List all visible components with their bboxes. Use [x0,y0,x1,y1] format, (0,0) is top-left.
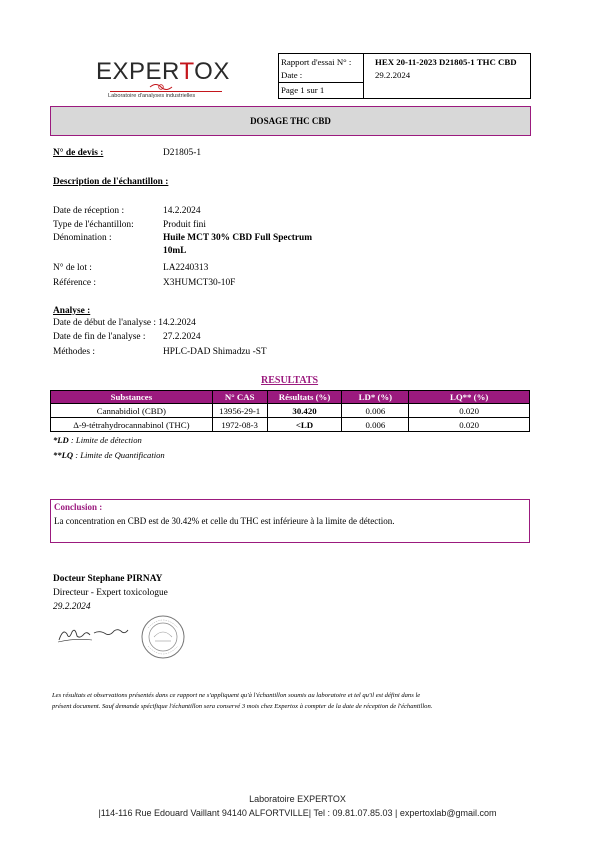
method-value: HPLC-DAD Shimadzu -ST [163,347,267,357]
analysis-heading: Analyse : [53,306,91,316]
disclaimer-line-1: Les résultats et observations présentés dans ce rapport ne s'appliquent qu'à l'échantillon soumis au laboratoire et tel qu'il est défini dans le [52,692,421,699]
report-box-divider [363,54,364,98]
cell-lq: 0.020 [409,418,530,432]
report-page-number: Page 1 sur 1 [281,85,325,95]
footer-lab-name: Laboratoire EXPERTOX [249,794,346,804]
reference-label: Référence : [53,278,96,288]
cell-substance: Cannabidiol (CBD) [51,404,213,418]
signatory-role: Directeur - Expert toxicologue [53,588,168,598]
denomination-value: Huile MCT 30% CBD Full Spectrum [163,233,313,243]
note-lq [53,450,165,460]
denomination-volume: 10mL [163,246,187,256]
report-info-box [278,53,531,99]
method-label: Méthodes : [53,347,95,357]
report-box-row-divider [279,82,364,83]
company-stamp-icon [140,614,186,660]
header-ld: LD* (%) [342,391,409,404]
table-row [51,418,530,432]
signatory-date: 29.2.2024 [53,602,91,612]
cell-cas: 13956-29-1 [212,404,267,418]
lot-number-label: N° de lot : [53,263,92,273]
document-title: DOSAGE THC CBD [250,116,331,126]
denomination-label: Dénomination : [53,233,112,243]
report-number-value: HEX 20-11-2023 D21805-1 THC CBD [375,57,517,67]
disclaimer [52,690,542,712]
cell-cas: 1972-08-3 [212,418,267,432]
note-ld-text: : Limite de détection [68,435,142,445]
document-title-banner [50,106,531,136]
reference-value: X3HUMCT30-10F [163,278,236,288]
logo-text-part1: EXPER [96,58,180,85]
logo-text-part2: OX [194,58,230,85]
cell-lq: 0.020 [409,404,530,418]
report-date-value: 29.2.2024 [375,70,411,80]
cell-ld: 0.006 [342,404,409,418]
header-cas: N° CAS [212,391,267,404]
cell-result: <LD [267,418,342,432]
devis-label: N° de devis : [53,148,104,158]
reception-date-value: 14.2.2024 [163,206,201,216]
conclusion-box [50,499,530,543]
results-header-row [51,391,530,404]
note-ld-key: *LD [53,435,69,445]
results-table [50,390,530,432]
report-number-label: Rapport d'essai N° : [281,57,352,67]
conclusion-title: Conclusion : [54,502,103,512]
signatory-name: Docteur Stephane PIRNAY [53,574,163,584]
lot-number-value: LA2240313 [163,263,209,273]
header-substances: Substances [51,391,213,404]
sample-heading: Description de l'échantillon : [53,177,169,187]
note-lq-text: : Limite de Quantification [73,450,165,460]
sample-type-label: Type de l'échantillon: [53,220,134,230]
cell-substance: Δ-9-tétrahydrocannabinol (THC) [51,418,213,432]
note-lq-key: **LQ [53,450,74,460]
report-date-label: Date : [281,70,303,80]
cell-result: 30.420 [267,404,342,418]
analysis-start-date: Date de début de l'analyse : 14.2.2024 [53,318,196,328]
signature-icon [56,622,130,648]
reception-date-label: Date de réception : [53,206,125,216]
footer-contact: |114-116 Rue Edouard Vaillant 94140 ALFORTVILLE| Tel : 09.81.07.85.03 | expertoxlab@gmail.com [98,808,497,818]
logo-text-red: T [179,58,195,85]
logo-subtitle: Laboratoire d'analyses industrielles [108,93,196,99]
table-row [51,404,530,418]
devis-value: D21805-1 [163,148,202,158]
conclusion-text: La concentration en CBD est de 30.42% et celle du THC est inférieure à la limite de détection. [54,516,395,526]
results-title: RESULTATS [261,375,319,386]
analysis-end-value: 27.2.2024 [163,332,201,342]
header-results: Résultats (%) [267,391,342,404]
header-lq: LQ** (%) [409,391,530,404]
logo-underline [110,91,222,92]
analysis-end-label: Date de fin de l'analyse : [53,332,146,342]
sample-type-value: Produit fini [163,220,206,230]
note-ld [53,435,142,445]
cell-ld: 0.006 [342,418,409,432]
disclaimer-line-2: présent document. Sauf demande spécifique l'échantillon sera conservé 3 mois chez Expertox à compter de la date de réception de l'échantillon. [52,703,433,710]
